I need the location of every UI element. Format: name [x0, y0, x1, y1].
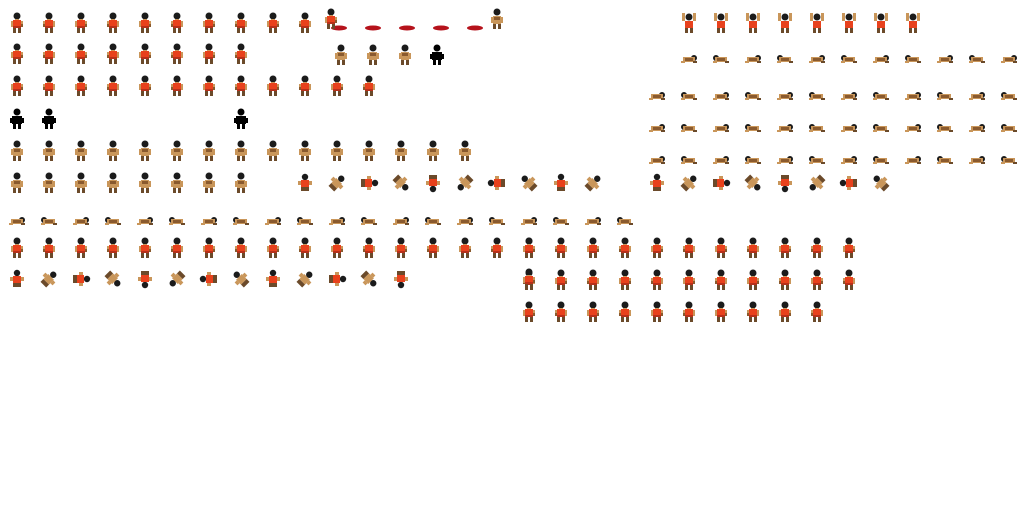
front-stand-frame-24	[552, 301, 570, 323]
walk-front-frame-5	[136, 43, 154, 65]
crawl-frame-3	[72, 205, 90, 227]
shoot-frame-16	[488, 237, 506, 259]
walk-side-frame-4	[428, 44, 446, 66]
shoot-frame-9	[264, 237, 282, 259]
dive-frame-5	[808, 43, 826, 65]
front-stand-frame-16	[648, 269, 666, 291]
lie-down-frame-31	[840, 144, 858, 166]
fall-frame-3	[72, 268, 90, 290]
walk-back-frame-13	[392, 140, 410, 162]
attack-back-frame-7	[200, 172, 218, 194]
walk-back-frame-3	[72, 140, 90, 162]
dive-frame-9	[936, 43, 954, 65]
tumble-frame-8	[520, 172, 538, 194]
crawl-frame-10	[296, 205, 314, 227]
cheer-frame-6	[840, 12, 858, 34]
walk-back-frame-10	[296, 140, 314, 162]
lie-down-frame-33	[904, 144, 922, 166]
run-front-frame-1	[8, 75, 26, 97]
walk-side-frame-1	[332, 44, 350, 66]
fall-frame-9	[264, 268, 282, 290]
lie-down-frame-29	[776, 144, 794, 166]
lie-down-frame-8	[872, 80, 890, 102]
front-stand-frame-32	[808, 301, 826, 323]
cheer-frame-8	[904, 12, 922, 34]
front-stand-frame-18	[712, 269, 730, 291]
dive-frame-1	[680, 43, 698, 65]
front-stand-frame-28	[680, 301, 698, 323]
lie-down-frame-35	[968, 144, 986, 166]
walk-back-frame-5	[136, 140, 154, 162]
crawl-frame-1	[8, 205, 26, 227]
lie-down-frame-5	[776, 80, 794, 102]
front-stand-frame-27	[648, 301, 666, 323]
idle-front-frame-6	[168, 12, 186, 34]
run-front-frame-11	[328, 75, 346, 97]
run-front-frame-2	[40, 75, 58, 97]
spin-frame-5	[776, 172, 794, 194]
lie-down-frame-19	[840, 112, 858, 134]
tumble-frame-10	[584, 172, 602, 194]
spin-frame-6	[808, 172, 826, 194]
lie-down-frame-23	[968, 112, 986, 134]
shoot-frame-14	[424, 237, 442, 259]
front-stand-frame-3	[584, 237, 602, 259]
crawl-frame-12	[360, 205, 378, 227]
dive-frame-6	[840, 43, 858, 65]
dive-frame-8	[904, 43, 922, 65]
idle-front-frame-4	[104, 12, 122, 34]
shoot-frame-10	[296, 237, 314, 259]
lie-down-frame-15	[712, 112, 730, 134]
silhouette-a-frame-2	[40, 108, 58, 130]
front-stand-frame-15	[616, 269, 634, 291]
crawl-frame-2	[40, 205, 58, 227]
walk-back-frame-1	[8, 140, 26, 162]
dive-frame-3	[744, 43, 762, 65]
walk-front-frame-1	[8, 43, 26, 65]
tumble-frame-4	[392, 172, 410, 194]
tumble-frame-7	[488, 172, 506, 194]
fall-frame-8	[232, 268, 250, 290]
walk-back-frame-4	[104, 140, 122, 162]
run-front-frame-5	[136, 75, 154, 97]
crawl-frame-16	[488, 205, 506, 227]
standalone-sprite-1	[322, 8, 340, 30]
lie-down-frame-22	[936, 112, 954, 134]
run-front-frame-4	[104, 75, 122, 97]
front-stand-frame-13	[552, 269, 570, 291]
spin-frame-3	[712, 172, 730, 194]
walk-side-frame-3	[396, 44, 414, 66]
blood-pool-frame-5	[466, 24, 484, 32]
shoot-extra-frame	[520, 268, 538, 290]
idle-front-frame-5	[136, 12, 154, 34]
dive-frame-2	[712, 43, 730, 65]
cheer-frame-1	[680, 12, 698, 34]
fall-frame-13	[392, 268, 410, 290]
lie-down-frame-32	[872, 144, 890, 166]
lie-down-frame-13	[648, 112, 666, 134]
front-stand-frame-14	[584, 269, 602, 291]
lie-down-frame-6	[808, 80, 826, 102]
lie-down-frame-10	[936, 80, 954, 102]
attack-back-frame-1	[8, 172, 26, 194]
lie-down-frame-27	[712, 144, 730, 166]
attack-back-frame-5	[136, 172, 154, 194]
run-front-frame-3	[72, 75, 90, 97]
front-stand-frame-30	[744, 301, 762, 323]
front-stand-frame-17	[680, 269, 698, 291]
tumble-frame-9	[552, 172, 570, 194]
walk-back-frame-8	[232, 140, 250, 162]
front-stand-frame-11	[840, 237, 858, 259]
cheer-frame-5	[808, 12, 826, 34]
lie-down-frame-2	[680, 80, 698, 102]
run-front-frame-10	[296, 75, 314, 97]
idle-front-frame-1	[8, 12, 26, 34]
run-front-frame-9	[264, 75, 282, 97]
lie-down-frame-25	[648, 144, 666, 166]
front-stand-frame-5	[648, 237, 666, 259]
walk-back-frame-6	[168, 140, 186, 162]
blood-pool-frame-4	[432, 24, 450, 32]
walk-front-frame-6	[168, 43, 186, 65]
shoot-frame-11	[328, 237, 346, 259]
front-stand-frame-10	[808, 237, 826, 259]
front-stand-frame-29	[712, 301, 730, 323]
crawl-frame-20	[616, 205, 634, 227]
crawl-frame-19	[584, 205, 602, 227]
lie-down-frame-21	[904, 112, 922, 134]
crawl-frame-9	[264, 205, 282, 227]
spin-frame-4	[744, 172, 762, 194]
walk-front-frame-4	[104, 43, 122, 65]
front-stand-frame-22	[840, 269, 858, 291]
idle-front-frame-9	[264, 12, 282, 34]
shoot-frame-8	[232, 237, 250, 259]
walk-back-frame-15	[456, 140, 474, 162]
shoot-frame-7	[200, 237, 218, 259]
front-stand-frame-4	[616, 237, 634, 259]
crawl-frame-7	[200, 205, 218, 227]
fall-frame-2	[40, 268, 58, 290]
lie-down-frame-30	[808, 144, 826, 166]
run-front-frame-8	[232, 75, 250, 97]
lie-down-frame-26	[680, 144, 698, 166]
run-front-frame-12	[360, 75, 378, 97]
walk-back-frame-7	[200, 140, 218, 162]
front-stand-frame-19	[744, 269, 762, 291]
fall-frame-10	[296, 268, 314, 290]
walk-front-frame-8	[232, 43, 250, 65]
cheer-frame-4	[776, 12, 794, 34]
walk-back-frame-12	[360, 140, 378, 162]
front-stand-frame-2	[552, 237, 570, 259]
attack-back-frame-4	[104, 172, 122, 194]
crawl-frame-18	[552, 205, 570, 227]
front-stand-frame-8	[744, 237, 762, 259]
lie-down-frame-36	[1000, 144, 1018, 166]
crawl-frame-13	[392, 205, 410, 227]
front-stand-frame-31	[776, 301, 794, 323]
tumble-frame-3	[360, 172, 378, 194]
attack-back-frame-2	[40, 172, 58, 194]
lie-down-frame-4	[744, 80, 762, 102]
spin-frame-7	[840, 172, 858, 194]
tumble-frame-1	[296, 172, 314, 194]
tumble-frame-5	[424, 172, 442, 194]
crawl-frame-5	[136, 205, 154, 227]
front-stand-frame-25	[584, 301, 602, 323]
lie-down-frame-14	[680, 112, 698, 134]
shoot-frame-1	[8, 237, 26, 259]
walk-front-frame-2	[40, 43, 58, 65]
shoot-frame-5	[136, 237, 154, 259]
front-stand-frame-23	[520, 301, 538, 323]
fall-frame-6	[168, 268, 186, 290]
lie-down-frame-18	[808, 112, 826, 134]
walk-back-frame-9	[264, 140, 282, 162]
front-stand-frame-21	[808, 269, 826, 291]
lie-down-frame-24	[1000, 112, 1018, 134]
blood-pool-frame-2	[364, 24, 382, 32]
run-front-frame-6	[168, 75, 186, 97]
shoot-frame-3	[72, 237, 90, 259]
lie-down-frame-20	[872, 112, 890, 134]
cheer-frame-7	[872, 12, 890, 34]
dive-frame-10	[968, 43, 986, 65]
idle-front-frame-8	[232, 12, 250, 34]
shoot-frame-2	[40, 237, 58, 259]
crawl-frame-14	[424, 205, 442, 227]
crawl-frame-6	[168, 205, 186, 227]
silhouette-b-frame-1	[232, 108, 250, 130]
walk-back-frame-11	[328, 140, 346, 162]
fall-frame-5	[136, 268, 154, 290]
shoot-frame-4	[104, 237, 122, 259]
lie-down-frame-34	[936, 144, 954, 166]
spin-frame-1	[648, 172, 666, 194]
dive-frame-4	[776, 43, 794, 65]
fall-frame-7	[200, 268, 218, 290]
front-stand-frame-6	[680, 237, 698, 259]
crawl-frame-8	[232, 205, 250, 227]
blood-pool-frame-3	[398, 24, 416, 32]
front-stand-frame-9	[776, 237, 794, 259]
idle-front-frame-10	[296, 12, 314, 34]
lie-down-frame-11	[968, 80, 986, 102]
crawl-frame-4	[104, 205, 122, 227]
walk-front-frame-3	[72, 43, 90, 65]
spin-frame-2	[680, 172, 698, 194]
shoot-frame-13	[392, 237, 410, 259]
fall-frame-12	[360, 268, 378, 290]
walk-back-frame-14	[424, 140, 442, 162]
tumble-frame-6	[456, 172, 474, 194]
walk-front-frame-7	[200, 43, 218, 65]
shoot-frame-6	[168, 237, 186, 259]
front-stand-frame-20	[776, 269, 794, 291]
cheer-frame-2	[712, 12, 730, 34]
shoot-frame-12	[360, 237, 378, 259]
fall-frame-1	[8, 268, 26, 290]
fall-frame-4	[104, 268, 122, 290]
run-front-frame-7	[200, 75, 218, 97]
attack-back-frame-6	[168, 172, 186, 194]
silhouette-a-frame-1	[8, 108, 26, 130]
walk-back-frame-2	[40, 140, 58, 162]
idle-front-frame-3	[72, 12, 90, 34]
lie-down-frame-9	[904, 80, 922, 102]
dive-frame-7	[872, 43, 890, 65]
front-stand-frame-1	[520, 237, 538, 259]
dive-frame-11	[1000, 43, 1018, 65]
lie-down-frame-12	[1000, 80, 1018, 102]
cheer-frame-3	[744, 12, 762, 34]
tumble-frame-2	[328, 172, 346, 194]
crawl-frame-17	[520, 205, 538, 227]
lie-down-frame-7	[840, 80, 858, 102]
lie-down-frame-3	[712, 80, 730, 102]
fall-frame-11	[328, 268, 346, 290]
crawl-frame-11	[328, 205, 346, 227]
lie-down-frame-28	[744, 144, 762, 166]
spin-frame-8	[872, 172, 890, 194]
lie-down-frame-17	[776, 112, 794, 134]
shoot-frame-15	[456, 237, 474, 259]
lie-down-frame-16	[744, 112, 762, 134]
walk-side-frame-2	[364, 44, 382, 66]
crawl-frame-15	[456, 205, 474, 227]
idle-front-frame-2	[40, 12, 58, 34]
front-stand-frame-26	[616, 301, 634, 323]
attack-back-frame-3	[72, 172, 90, 194]
lie-down-frame-1	[648, 80, 666, 102]
idle-front-frame-7	[200, 12, 218, 34]
attack-back-frame-8	[232, 172, 250, 194]
front-stand-frame-7	[712, 237, 730, 259]
standalone-sprite-2	[488, 8, 506, 30]
